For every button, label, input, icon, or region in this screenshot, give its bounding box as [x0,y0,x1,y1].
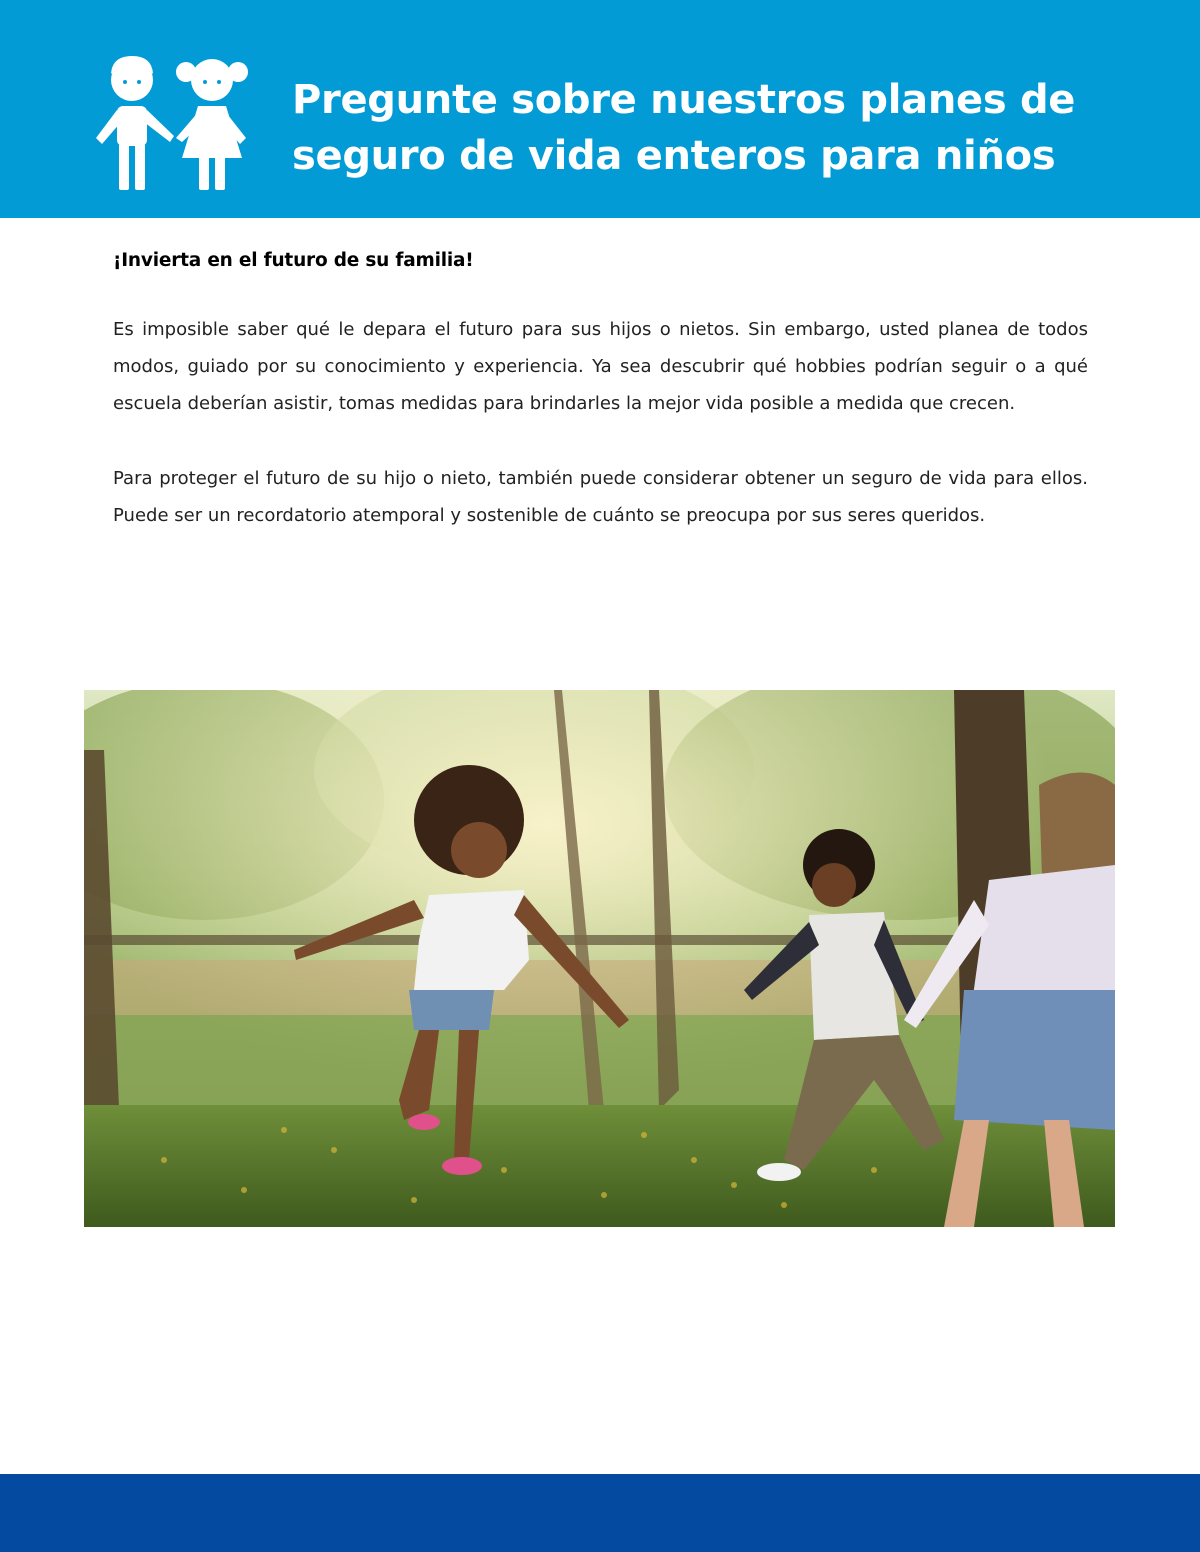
paragraph-1: Es imposible saber qué le depara el futuro para sus hijos o nietos. Sin embargo, usted planea de todos modos, guiado por su conocimiento y experiencia. Ya sea descubrir qué hobbies podrían seguir o a qué escuela deberían asistir, tomas medidas para brindarles la mejor vida posible a medida que crecen. [113,319,1088,414]
title-line-2: seguro de vida enteros para niños [292,133,1056,179]
header-banner [0,0,1200,218]
photo-illustration [84,690,1115,1227]
main-content [113,250,1088,572]
paragraph-2: Para proteger el futuro de su hijo o nieto, también puede considerar obtener un seguro de vida para ellos. Puede ser un recordatorio atemporal y sostenible de cuánto se preocupa por sus seres queridos. [113,468,1088,526]
title-line-1: Pregunte sobre nuestros planes de [292,77,1076,123]
children-holding-hands-icon [88,50,260,192]
children-playing-photo [84,690,1115,1227]
page-title [292,72,1172,184]
section-subtitle: ¡Invierta en el futuro de su familia! [113,250,474,271]
footer-bar [0,1474,1200,1552]
